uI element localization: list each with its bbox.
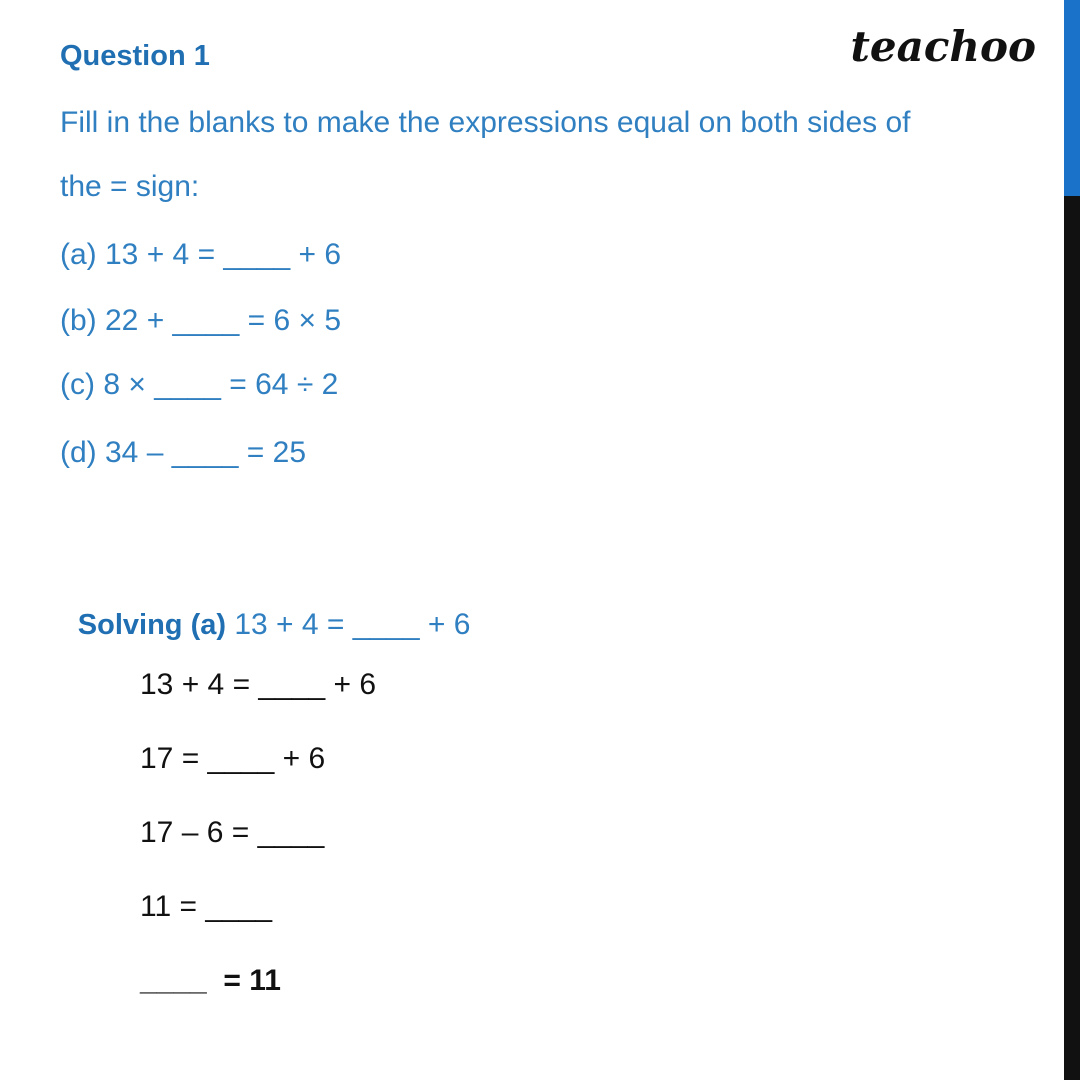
solution-heading-expression: 13 + 4 = ____ + 6 bbox=[226, 608, 471, 641]
solution-heading-label: Solving (a) bbox=[77, 609, 227, 641]
question-part-a: (a) 13 + 4 = ____ + 6 bbox=[60, 238, 342, 271]
solution-step-4: 11 = ____ bbox=[140, 890, 273, 923]
solution-step-2: 17 = ____ + 6 bbox=[140, 742, 326, 775]
question-part-d: (d) 34 – ____ = 25 bbox=[60, 436, 307, 469]
solution-step-1: 13 + 4 = ____ + 6 bbox=[140, 668, 377, 701]
question-prompt-line-1: Fill in the blanks to make the expressions equal on both sides of bbox=[60, 106, 911, 139]
question-prompt-line-2: the = sign: bbox=[60, 170, 200, 203]
question-part-c: (c) 8 × ____ = 64 ÷ 2 bbox=[60, 368, 339, 401]
answer-blank: ____ bbox=[140, 964, 207, 997]
solution-step-3: 17 – 6 = ____ bbox=[140, 816, 325, 849]
answer-value: = 11 bbox=[206, 964, 281, 997]
solution-answer bbox=[140, 966, 281, 996]
question-part-b: (b) 22 + ____ = 6 × 5 bbox=[60, 304, 342, 337]
question-title: Question 1 bbox=[60, 40, 210, 72]
side-bar-accent bbox=[1064, 0, 1080, 196]
teachoo-logo: teachoo bbox=[850, 22, 1036, 71]
solution-heading bbox=[60, 594, 470, 656]
